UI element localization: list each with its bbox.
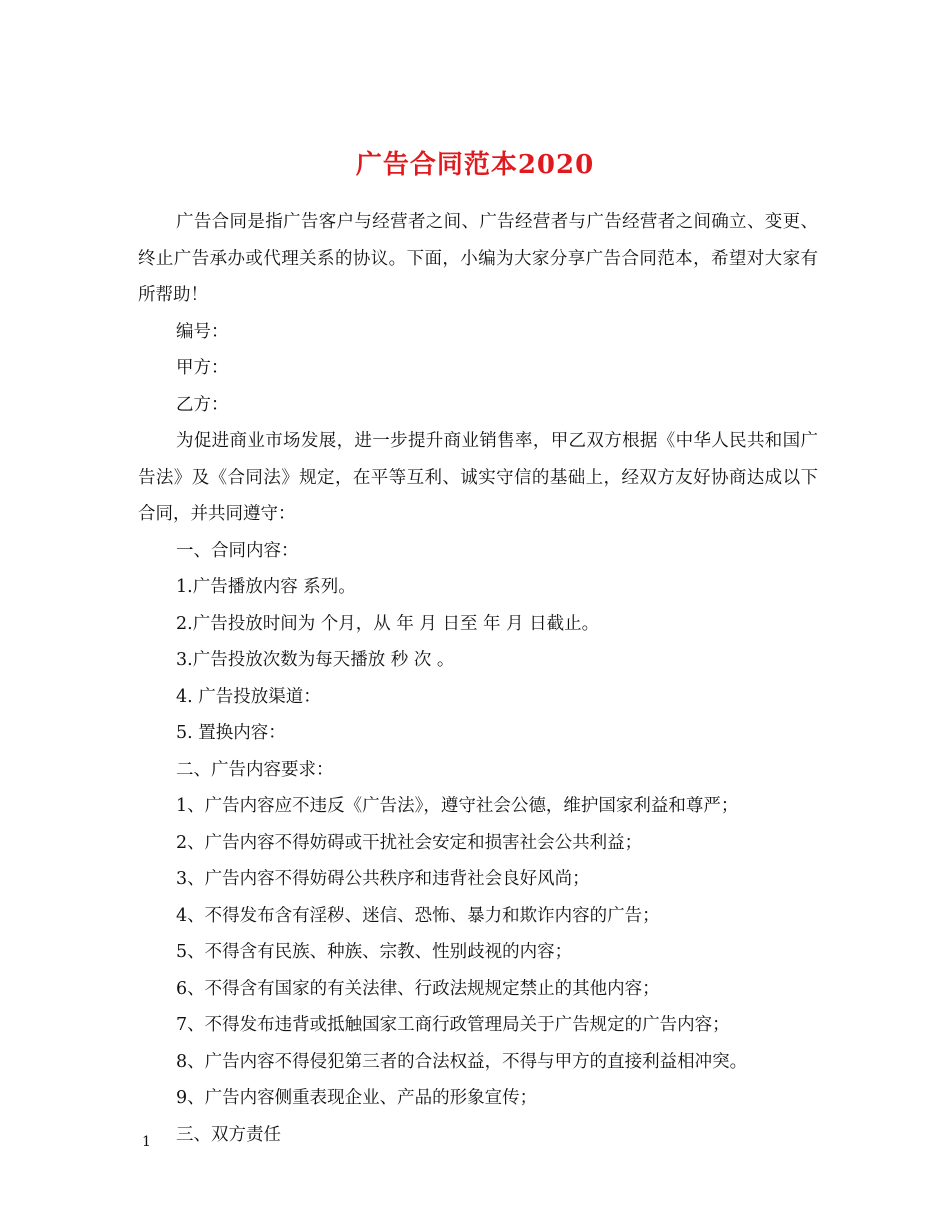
contract-content-item: 2.广告投放时间为 个月，从 年 月 日至 年 月 日截止。 (176, 613, 600, 634)
ad-requirement-item: 8、广告内容不得侵犯第三者的合法权益，不得与甲方的直接利益相冲突。 (176, 1051, 748, 1072)
ad-requirement-item: 3、广告内容不得妨碍公共秩序和违背社会良好风尚； (176, 869, 590, 889)
contract-content-item: 3.广告投放次数为每天播放 秒 次 。 (176, 650, 455, 670)
section-heading-ad-requirements: 二、广告内容要求： (176, 759, 334, 780)
contract-content-item: 5. 置换内容： (176, 723, 286, 743)
contract-number-field: 编号： (176, 321, 229, 342)
page-number: 1 (142, 1134, 151, 1150)
contract-content-item: 4. 广告投放渠道： (176, 686, 321, 707)
contract-content-item: 1.广告播放内容 系列。 (176, 577, 356, 597)
ad-requirement-item: 9、广告内容侧重表现企业、产品的形象宣传； (176, 1088, 538, 1108)
section-heading-contract-content: 一、合同内容： (176, 540, 299, 561)
preamble-paragraph: 为促进商业市场发展，进一步提升商业销售率，甲乙双方根据《中华人民共和国广告法》及《合同法》规定，在平等互利、诚实守信的基础上，经双方友好协商达成以下合同，并共同遵守： (138, 431, 818, 524)
party-b-field: 乙方： (176, 394, 229, 415)
party-a-field: 甲方： (176, 358, 229, 378)
intro-paragraph: 广告合同是指广告客户与经营者之间、广告经营者与广告经营者之间确立、变更、终止广告承办或代理关系的协议。下面，小编为大家分享广告合同范本，希望对大家有所帮助！ (138, 212, 818, 305)
section-heading-responsibilities: 三、双方责任 (176, 1124, 281, 1145)
ad-requirement-item: 4、不得发布含有淫秽、迷信、恐怖、暴力和欺诈内容的广告； (176, 905, 660, 926)
ad-requirement-item: 1、广告内容应不违反《广告法》，遵守社会公德，维护国家利益和尊严； (176, 796, 739, 816)
ad-requirement-item: 2、广告内容不得妨碍或干扰社会安定和损害社会公共利益； (176, 832, 643, 853)
ad-requirement-item: 6、不得含有国家的有关法律、行政法规规定禁止的其他内容； (176, 978, 660, 999)
ad-requirement-item: 7、不得发布违背或抵触国家工商行政管理局关于广告规定的广告内容； (176, 1015, 730, 1035)
ad-requirement-item: 5、不得含有民族、种族、宗教、性别歧视的内容； (176, 942, 573, 962)
document-title: 广告合同范本2020 (355, 150, 595, 181)
document-body (138, 204, 818, 1153)
